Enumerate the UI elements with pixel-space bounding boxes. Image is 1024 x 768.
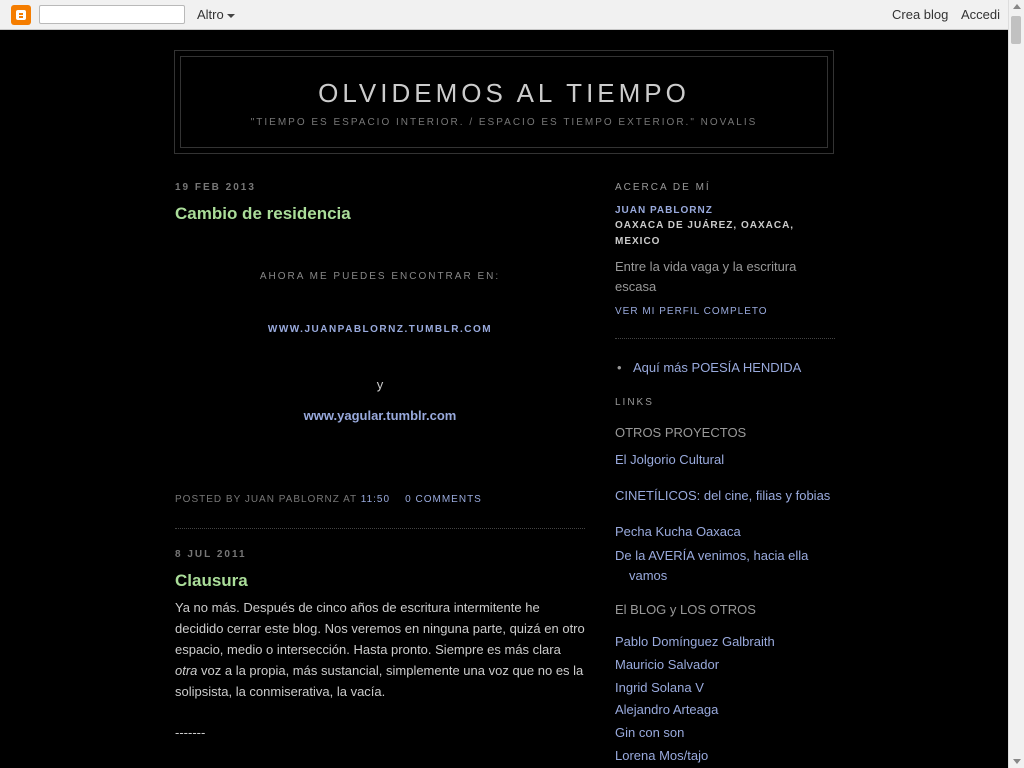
post-text-y: y [376, 377, 384, 392]
more-label: Altro [197, 7, 224, 22]
post-body-text: voz a la propia, más sustancial, simplemente una voz que no es la solipsista, la conmiserativa, la vacía. [175, 663, 584, 699]
page-scrollbar[interactable] [1008, 0, 1024, 768]
scroll-down-arrow-icon[interactable] [1013, 759, 1021, 764]
profile-link[interactable]: VER MI PERFIL COMPLETO [615, 306, 768, 317]
author-location: OAXACA DE JUÁREZ, OAXACA, MEXICO [615, 220, 795, 247]
blog-header-inner [180, 56, 828, 148]
sidebar-divider [615, 338, 835, 339]
bullet-icon: • [617, 360, 622, 375]
sidebar-project-link[interactable]: CINETÍLICOS: del cine, filias y fobias [615, 488, 831, 503]
sidebar-blog-link[interactable]: Mauricio Salvador [615, 657, 720, 672]
scroll-thumb[interactable] [1011, 16, 1021, 44]
links-heading: LINKS [615, 397, 654, 408]
sidebar-blog-link[interactable]: Pablo Domínguez Galbraith [615, 634, 775, 649]
about-text: Entre la vida vaga y la escritura escasa [615, 259, 797, 294]
post-footer [175, 494, 482, 505]
averia-link-text: De la AVERÍA venimos, hacia ella vamos [615, 548, 809, 583]
caret-down-icon [227, 14, 235, 18]
post-text: AHORA ME PUEDES ENCONTRAR EN: [259, 271, 501, 282]
post-separator: ------- [175, 725, 206, 740]
post-body [175, 597, 585, 702]
post-date: 19 FEB 2013 [175, 182, 256, 193]
search-input[interactable] [39, 5, 185, 24]
post-title[interactable]: Cambio de residencia [175, 204, 351, 223]
blogger-logo-icon[interactable] [11, 5, 31, 25]
post-body-emphasis: otra [175, 663, 198, 678]
sidebar-blog-link[interactable]: Lorena Mos/tajo [615, 748, 709, 763]
tumblr-link[interactable]: WWW.JUANPABLORNZ.TUMBLR.COM [267, 324, 493, 335]
blog-otros-heading: El BLOG y LOS OTROS [615, 602, 756, 617]
create-blog-link[interactable]: Crea blog [892, 7, 949, 22]
more-menu-button[interactable] [197, 7, 235, 22]
post-date: 8 JUL 2011 [175, 549, 247, 560]
sidebar-blog-link[interactable]: Ingrid Solana V [615, 680, 704, 695]
sign-in-link[interactable]: Accedi [961, 7, 1001, 22]
about-heading: ACERCA DE MÍ [615, 182, 711, 193]
blog-description: "TIEMPO ES ESPACIO INTERIOR. / ESPACIO ES TIEMPO EXTERIOR." NOVALIS [250, 117, 758, 128]
author-link[interactable]: JUAN PABLORNZ [615, 205, 713, 216]
scroll-up-arrow-icon[interactable] [1013, 4, 1021, 9]
post-title[interactable]: Clausura [175, 571, 248, 590]
yagular-link[interactable]: www.yagular.tumblr.com [303, 408, 457, 423]
posted-by-text: POSTED BY JUAN PABLORNZ AT [175, 494, 357, 505]
sidebar-project-link[interactable] [615, 546, 839, 586]
blog-header [174, 50, 834, 154]
sidebar-blog-link[interactable]: Alejandro Arteaga [615, 702, 719, 717]
sidebar-blog-link[interactable]: Gin con son [615, 725, 685, 740]
sidebar-project-link[interactable]: Pecha Kucha Oaxaca [615, 524, 741, 539]
post-time-link[interactable]: 11:50 [360, 494, 391, 505]
blog-title[interactable]: OLVIDEMOS AL TIEMPO [318, 78, 690, 108]
comments-link[interactable]: 0 COMMENTS [405, 494, 482, 505]
post-divider [175, 528, 585, 529]
poesia-hendida-link[interactable]: Aquí más POESÍA HENDIDA [633, 360, 802, 375]
otros-proyectos-heading: OTROS PROYECTOS [615, 425, 747, 440]
blogger-navbar [0, 0, 1009, 30]
sidebar-project-link[interactable]: El Jolgorio Cultural [615, 452, 725, 467]
post-body-text: Ya no más. Después de cinco años de escritura intermitente he decidido cerrar este blog. Nos veremos en ninguna parte, quizá en otro espacio, medio o intersección. Hasta pronto. Siempre es más clara [175, 600, 585, 657]
